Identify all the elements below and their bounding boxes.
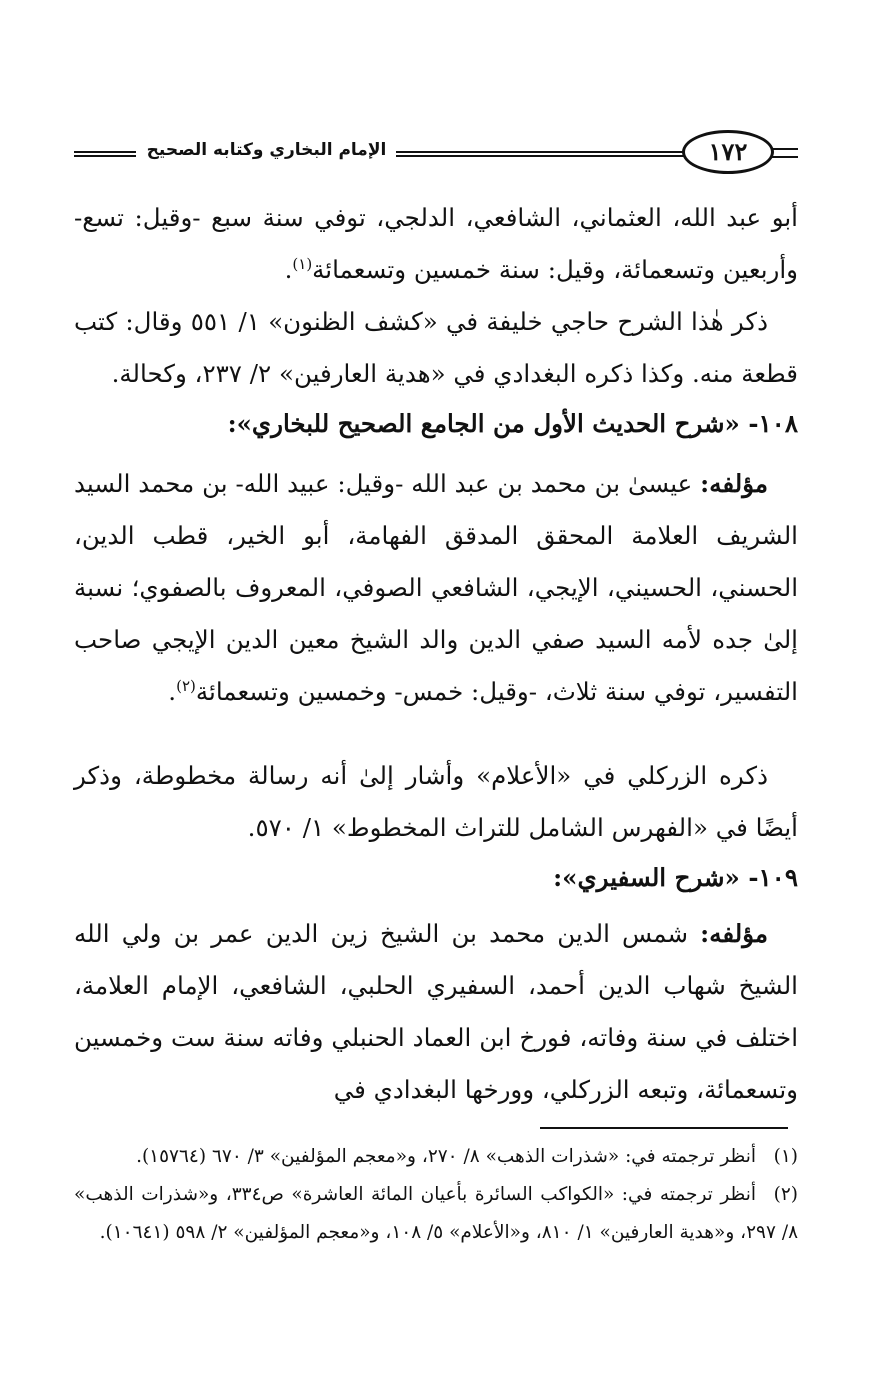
- footnote-2: [74, 1176, 798, 1252]
- entry-109-heading: ١٠٩- «شرح السفيري»:: [553, 863, 798, 892]
- entry-108-heading: ١٠٨- «شرح الحديث الأول من الجامع الصحيح للبخاري»:: [227, 409, 798, 438]
- footnote-2-text: أنظر ترجمته في: «الكواكب السائرة بأعيان المائة العاشرة» ص٣٣٤، و«شذرات الذهب» ٨/ ٢٩٧، و«هدية العارفين» ١/ ٨١٠، و«الأعلام» ٥/ ١٠٨، و«معجم المؤلفين» ٢/ ٥٩٨ (١٠٦٤١).: [74, 1184, 798, 1243]
- footnote-1-text: أنظر ترجمته في: «شذرات الذهب» ٨/ ٢٧٠، و«معجم المؤلفين» ٣/ ٦٧٠ (١٥٧٦٤).: [136, 1146, 756, 1167]
- page-number: ١٧٢: [682, 130, 774, 174]
- paragraph-1-text: أبو عبد الله، العثماني، الشافعي، الدلجي، توفي سنة سبع -وقيل: تسع- وأربعين وتسعمائة، وقيل: سنة خمسين وتسعمائة: [74, 203, 798, 284]
- paragraph-2: [74, 296, 798, 400]
- author-label: مؤلفه:: [700, 919, 768, 948]
- header-rule-right: [770, 148, 798, 158]
- footnote-2-number: (٢): [773, 1184, 798, 1205]
- footnotes: [74, 1138, 798, 1252]
- author-label: مؤلفه:: [700, 469, 768, 498]
- running-header: [74, 130, 798, 178]
- footnote-separator: [540, 1127, 788, 1129]
- paragraph-4: [74, 750, 798, 854]
- paragraph-3: [74, 458, 798, 718]
- paragraph-4-text: ذكره الزركلي في «الأعلام» وأشار إلىٰ أنه رسالة مخطوطة، وذكر أيضًا في «الفهرس الشامل للتراث المخطوط» ١/ ٥٧٠.: [74, 761, 798, 842]
- header-rule-left: [74, 151, 136, 157]
- footnote-ref-1[interactable]: (١): [292, 254, 313, 273]
- paragraph-5: [74, 908, 798, 1116]
- paragraph-1-end: .: [284, 255, 293, 284]
- paragraph-1: [74, 192, 798, 296]
- entry-109: [74, 852, 798, 904]
- footnote-1-number: (١): [773, 1146, 798, 1167]
- footnote-1: [74, 1138, 798, 1176]
- running-title: الإمام البخاري وكتابه الصحيح: [146, 140, 387, 160]
- footnote-ref-2[interactable]: (٢): [176, 676, 196, 695]
- entry-108: [74, 398, 798, 450]
- paragraph-2-text: ذكر هٰذا الشرح حاجي خليفة في «كشف الظنون» ١/ ٥٥١ وقال: كتب قطعة منه. وكذا ذكره البغدادي في «هدية العارفين» ٢/ ٢٣٧، وكحالة.: [74, 307, 798, 388]
- paragraph-3-end: .: [168, 677, 177, 706]
- paragraph-3-text: عيسىٰ بن محمد بن عبد الله -وقيل: عبيد الله- بن محمد السيد الشريف العلامة المحقق المدقق الفهامة، أبو الخير، قطب الدين، الحسني، الحسيني، الإيجي، الشافعي الصوفي، المعروف بالصفوي؛ نسبة إلىٰ جده لأمه السيد صفي الدين والد الشيخ معين الدين الإيجي صاحب التفسير، توفي سنة ثلاث، -وقيل: خمس- وخمسين وتسعمائة: [74, 469, 798, 706]
- paragraph-5-text: شمس الدين محمد بن الشيخ زين الدين عمر بن ولي الله الشيخ شهاب الدين أحمد، السفيري الحلبي، الشافعي، الإمام العلامة، اختلف في سنة وفاته، فورخ ابن العماد الحنبلي وفاته سنة ست وخمسين وتسعمائة، وتبعه الزركلي، وورخها البغدادي في: [74, 919, 798, 1104]
